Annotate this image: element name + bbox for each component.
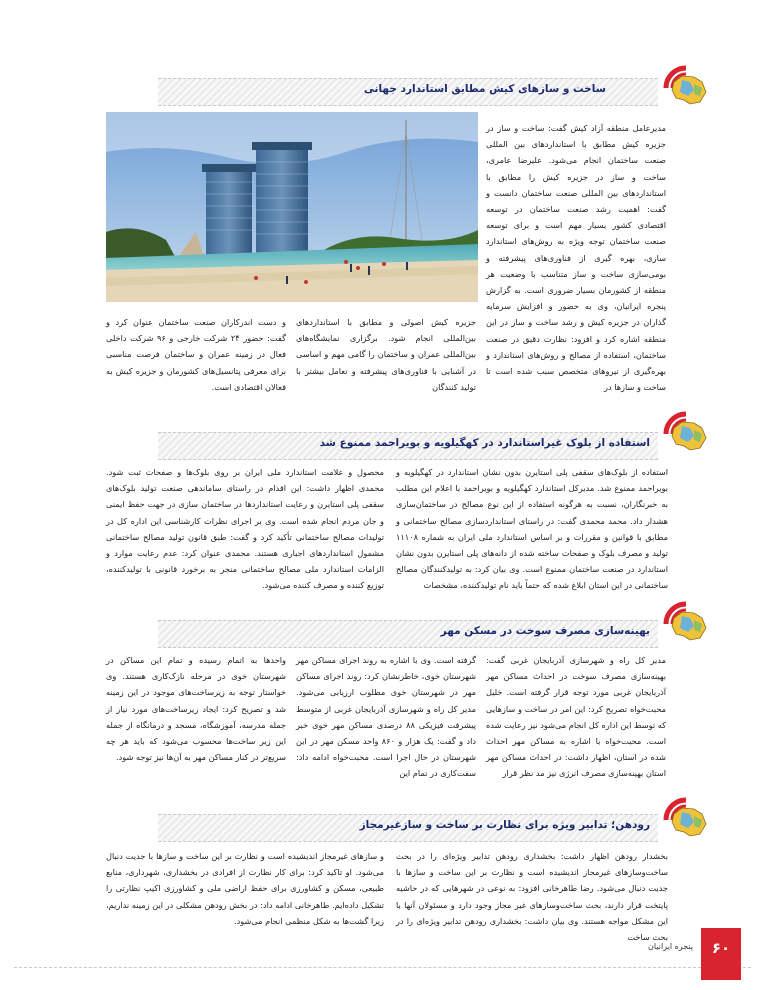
paragraph: مدیر کل راه و شهرسازی آذربایجان غربی گفت: بهینه‌سازی مصرف سوخت در احداث مساکن مهر آذربایجان غربی مورد توجه قرار گرفته است. خلیل محبت‌خواه تصریح کرد: این امر در ساخت و سازهایی که توسط این اداره کل انجام می‌شود نیز رعایت شده است. محبت‌خواه با اشاره به مساکن مهر احداث شده در استان، اظهار داشت: در احداث مساکن مهر استان بهینه‌سازی مصرف انرژی نیز مد نظر قرار: [486, 655, 666, 779]
paragraph: و سازهای غیرمجاز اندیشیده است و نظارت بر این ساخت و سازها با جدیت دنبال می‌شود. او تاکید کرد: برای کار نظارت از افرادی در بخشداری، شهرداری، منابع طبیعی، مسکن و کشاورزی برای حفظ اراضی ملی و کشاورزی اکیپ نظارتی را تشکیل داده‌ایم. طاهرخانی ادامه داد: در بخش رودهن مشکلی در این زمینه نداریم، زیرا گشت‌ها به شکل منظمی انجام می‌شود.: [106, 851, 384, 926]
section-header: [158, 620, 658, 648]
paragraph: و دست اندرکاران صنعت ساختمان عنوان کرد و گفت: حضور ۲۴ شرکت خارجی و ۹۶ شرکت داخلی فعال در زمینه عمران و ساختمان فرصت مناسبی برای معرفی پتانسیل‌های کشورمان و جزیره کیش به فعالان اقتصادی است.: [106, 317, 287, 392]
section-3-column-1: [486, 652, 666, 780]
kish-beach-photo: [106, 112, 478, 302]
section-4-column-1: [396, 848, 668, 943]
section-3-column-2: [296, 652, 476, 780]
section-title: ساخت و سازهای کیش مطابق استاندارد جهانی: [363, 83, 606, 95]
footer-divider: [14, 967, 751, 968]
section-2-column-1: [396, 464, 668, 596]
section-1-column-2: [296, 314, 476, 396]
section-2-column-2: [106, 464, 384, 596]
paragraph: واحدها به اتمام رسیده و تمام این مساکن در شهرستان خوی در مرحله نازک‌کاری هستند. وی خواستار توجه به زیرساخت‌های موجود در این زمینه شد و تصریح کرد: ایجاد زیرساخت‌های مورد نیاز از جمله مدرسه، آموزشگاه، مسجد و درمانگاه از جمله این زیر ساخت‌ها محسوب می‌شود که باید هر چه سریع‌تر در کنار مساکن مهر به آن‌ها نیز توجه شود.: [106, 655, 286, 763]
section-header: [158, 78, 658, 106]
iran-map-icon: [660, 410, 712, 460]
section-1-column-3: [106, 314, 286, 396]
paragraph: محصول و علامت استاندارد ملی ایران بر روی بلوک‌ها و صفحات ثبت شود. محمدی اظهار داشت: این اقدام در راستای ساماندهی صنعت تولید بلوک‌های سقفی پلی استایرن و رعایت استانداردها در ساختمان سازی در جهت حفظ ایمنی و جان مردم انجام شده است. وی بر اجرای نظرات کارشناسی این اداره کل در تولیدات مصالح ساختمانی تأکید کرد و گفت: طبق قانون تولید مصالح ساختمانی مشمول استانداردهای اجباری هستند. محمدی عنوان کرد: عدم رعایت موارد و الزامات استاندارد ملی مصالح ساختمانی منجر به برخورد قانونی با تولیدکننده، توزیع کننده و مصرف کننده می‌شود.: [106, 467, 384, 591]
paragraph: گرفته است. وی با اشاره به روند اجرای مساکن مهر شهرستان خوی، خاطرنشان کرد: روند اجرای مساکن مهر در شهرستان خوی مطلوب ارزیابی می‌شود. مدیر کل راه و شهرسازی آذربایجان غربی از متوسط پیشرفت فیزیکی ۸۸ درصدی مساکن مهر خوی خبر داد و گفت: یک هزار و ۸۶۰ واحد مسکن مهر در این شهرستان در حال اجرا است. محبت‌خواه ادامه داد: سفت‌کاری در تمام این: [296, 655, 476, 779]
iran-map-icon: [660, 796, 712, 846]
iran-map-icon: [660, 64, 712, 114]
paragraph: بخشدار رودهن اظهار داشت: بخشداری رودهن تدابیر ویژه‌ای را در بحث ساخت‌وسازهای غیرمجاز اندیشیده است و نظارت بر این ساخت و سازها با جدیت دنبال می‌شود. رضا طاهرخانی افزود: به نوعی در شهرهایی که در حاشیه پایتخت قرار دارند، بحث ساخت‌وسازهای غیر مجاز وجود دارد و مسئولان آنها با این مشکل مواجه هستند. وی بیان داشت: بخشداری رودهن تدابیر ویژه‌ای را در بحث ساخت: [396, 851, 668, 943]
section-title: استفاده از بلوک غیراستاندارد در کهگیلویه و بویراحمد ممنوع شد: [319, 437, 650, 449]
section-header: [158, 814, 658, 842]
section-1-column-1: [486, 120, 666, 396]
section-4-column-2: [106, 848, 384, 930]
paragraph: مدیرعامل منطقه آزاد کیش گفت: ساخت و ساز در جزیره کیش مطابق با استانداردهای بین المللی صنعت ساختمان انجام می‌شود. علیرضا عامری، ساخت و ساز در جزیره کیش را مطابق با استانداردهای بین المللی صنعت ساختمان دانست و گفت: اهمیت رشد صنعت ساختمان در توسعه اقتصادی کشور بسیار مهم است و برای توسعه صنعت ساختمان توجه ویژه به روش‌های استاندارد سازی، بهره گیری از فناوری‌های پیشرفته و بومی‌سازی ساخت و ساز متناسب با وضعیت هر منطقه از کشورمان بسیار ضروری است. به گزارش پنجره ایرانیان، وی به حضور و افزایش سرمایه گذاران در جزیره کیش و رشد ساخت و ساز در این منطقه اشاره کرد و افزود: نظارت دقیق در صنعت ساختمان، استفاده از مصالح و روش‌های استاندارد و بهره‌گیری از نیروهای متخصص سبب شده است تا ساخت و سازها در: [486, 123, 666, 393]
section-title: بهینه‌سازی مصرف سوخت در مسکن مهر: [440, 625, 650, 637]
paragraph: استفاده از بلوک‌های سقفی پلی استایرن بدون نشان استاندارد در کهگیلویه و بویراحمد ممنوع شد. مدیرکل استاندارد کهگیلویه و بویراحمد با اعلام این مطلب به خبرنگاران، نسبت به هرگونه استفاده از این نوع مصالح در ساختمان‌سازی هشدار داد. محمد محمدی گفت: در راستای استانداردسازی مصالح ساختمانی و مطابق با قوانین و مقررات و بر اساس استاندارد ملی ایران به شماره ۱۱۱۰۸ تولید و مصرف بلوک و صفحات ساخته شده از دانه‌های پلی استایرن بدون نشان استاندارد در صنعت ساختمان ممنوع است. وی بیان کرد: به تولیدکنندگان مصالح ساختمانی در این استان ابلاغ شده که حتماً باید نام تولیدکننده، مشخصات: [396, 467, 668, 591]
paragraph: جزیره کیش اصولی و مطابق با استانداردهای بین‌المللی انجام شود. برگزاری نمایشگاه‌های بین‌المللی عمران و ساختمان را گامی مهم و اساسی در آشنایی با فناوری‌های پیشرفته و تعامل بیشتر با تولید کنندگان: [296, 317, 476, 392]
section-header: [158, 432, 658, 460]
page-number: ۶۰: [701, 928, 741, 980]
magazine-name: پنجره ایرانیان: [648, 942, 693, 951]
section-3-column-3: [106, 652, 286, 780]
iran-map-icon: [660, 600, 712, 650]
section-title: رودهن؛ تدابیر ویژه برای نظارت بر ساخت و سازغیرمجاز: [359, 819, 650, 831]
